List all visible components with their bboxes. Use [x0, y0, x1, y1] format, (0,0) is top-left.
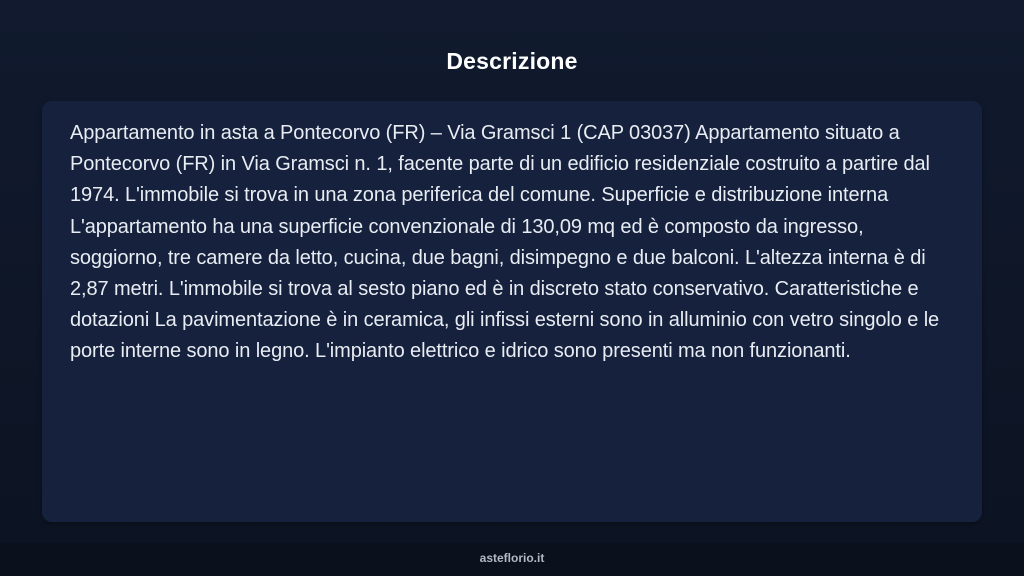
description-text: Appartamento in asta a Pontecorvo (FR) – Via Gramsci 1 (CAP 03037) Appartamento situato a Pontecorvo (FR) in Via Gramsci n. 1, facente parte di un edificio residenziale costruito a partire dal 1974. L'immobile si trova in una zona periferica del comune. Superficie e distribuzione interna L'appartamento ha una superficie convenzionale di 130,09 mq ed è composto da ingresso, soggiorno, tre camere da letto, cucina, due bagni, disimpegno e due balconi. L'altezza interna è di 2,87 metri. L'immobile si trova al sesto piano ed è in discreto stato conservativo. Caratteristiche e dotazioni La pavimentazione è in ceramica, gli infissi esterni sono in alluminio con vetro singolo e le porte interne sono in legno. L'impianto elettrico e idrico sono presenti ma non funzionanti.	[70, 122, 940, 363]
page-title: Descrizione	[446, 48, 578, 74]
footer-brand: asteflorio.it	[479, 551, 545, 565]
